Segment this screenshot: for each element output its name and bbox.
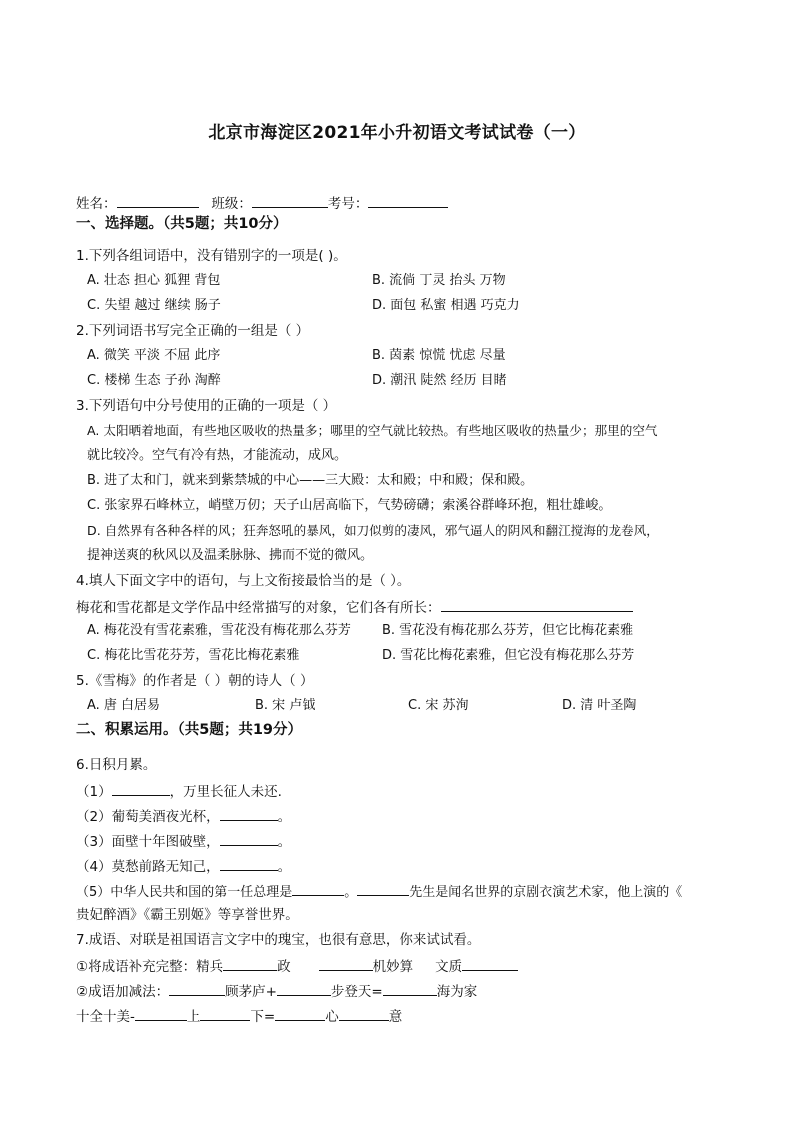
- answer-blank[interactable]: [292, 881, 344, 896]
- fill-item: [76, 856, 291, 876]
- exam-title: 北京市海淀区2021年小升初语文考试试卷（一）: [208, 123, 586, 143]
- answer-blank[interactable]: [441, 597, 633, 612]
- option-c: C. 失望 越过 继续 肠子: [87, 298, 221, 313]
- option-a: A. 微笑 平淡 不屈 此序: [87, 348, 221, 363]
- number-label: 考号：: [327, 196, 369, 212]
- item-text: 。: [344, 885, 358, 900]
- question-stem: 3.下列语句中分号使用的正确的一项是（ ）: [76, 398, 337, 414]
- option-d: D. 面包 私蜜 相遇 巧克力: [372, 298, 520, 313]
- item-text: （2）葡萄美酒夜光杯，: [76, 809, 220, 825]
- name-blank[interactable]: [117, 193, 199, 208]
- fill-item: [76, 781, 282, 801]
- answer-blank[interactable]: [319, 956, 373, 971]
- item-text: 先生是闻名世界的京剧衣演艺术家，他上演的《: [409, 885, 683, 900]
- answer-blank[interactable]: [169, 981, 225, 996]
- item-text: 政: [277, 959, 291, 975]
- item-text: 十全十美-: [76, 1009, 135, 1025]
- option-c: C. 梅花比雪花芬芳，雪花比梅花素雅: [87, 648, 300, 663]
- item-text: （1）: [76, 784, 112, 800]
- item-text: 机妙算: [372, 959, 414, 975]
- fill-item: [76, 831, 291, 851]
- passage-text: 梅花和雪花都是文学作品中经常描写的对象，它们各有所长：: [76, 600, 441, 616]
- answer-blank[interactable]: [462, 956, 518, 971]
- item-text: 。: [277, 859, 292, 875]
- option-a: A. 太阳晒着地面，有些地区吸收的热量多；哪里的空气就比较热。有些地区吸收的热量少；那里的空气: [87, 423, 658, 438]
- question-stem: 6.日积月累。: [76, 757, 157, 773]
- answer-blank[interactable]: [220, 806, 278, 821]
- fill-item: [76, 881, 682, 902]
- option-a: A. 梅花没有雪花素雅，雪花没有梅花那么芬芳: [87, 623, 351, 638]
- option-a-continued: 就比较冷。空气有冷有热，才能流动，成风。: [87, 448, 348, 463]
- option-c: C. 楼梯 生态 子孙 淘醉: [87, 373, 221, 388]
- answer-blank[interactable]: [223, 956, 277, 971]
- question-stem: 1.下列各组词语中，没有错别字的一项是( )。: [76, 248, 347, 264]
- option-b: B. 进了太和门，就来到紫禁城的中心——三大殿：太和殿；中和殿；保和殿。: [87, 473, 534, 488]
- item-text: （3）面壁十年图破壁，: [76, 834, 220, 850]
- item-text: 上: [186, 1009, 201, 1025]
- question-stem: 4.填人下面文字中的语句，与上文衔接最恰当的是（ ）。: [76, 573, 411, 589]
- section-heading: 二、积累运用。（共5题；共19分）: [76, 722, 303, 738]
- question-passage: [76, 597, 633, 617]
- question-stem: 2.下列词语书写完全正确的一组是（ ）: [76, 323, 310, 339]
- option-a: A. 壮态 担心 狐狸 背包: [87, 273, 221, 288]
- name-label: 姓名：: [76, 196, 117, 212]
- item-text: （5）中华人民共和国的第一任总理是: [76, 885, 293, 900]
- item-text: 。: [277, 809, 292, 825]
- answer-blank[interactable]: [357, 881, 409, 896]
- option-b: B. 流倘 丁灵 抬头 万物: [372, 273, 506, 288]
- item-text: 意: [388, 1009, 403, 1025]
- item-text: ②成语加减法：: [76, 984, 170, 1000]
- idiom-row: [76, 1006, 402, 1026]
- item-text: 下=: [250, 1009, 276, 1025]
- option-b: B. 茵素 惊慌 忧虑 尽量: [372, 348, 506, 363]
- item-text: ①将成语补充完整：精兵: [76, 959, 224, 975]
- class-label: 班级：: [211, 196, 252, 212]
- answer-blank[interactable]: [383, 981, 437, 996]
- item-text: （4）莫愁前路无知己，: [76, 859, 220, 875]
- answer-blank[interactable]: [200, 1006, 250, 1021]
- answer-blank[interactable]: [220, 856, 278, 871]
- fill-item: [76, 806, 291, 826]
- section-heading: 一、选择题。（共5题；共10分）: [76, 216, 288, 232]
- option-d: D. 雪花比梅花素雅，但它没有梅花那么芬芳: [382, 648, 635, 663]
- student-info-row: [76, 193, 448, 213]
- idiom-row: [76, 956, 518, 976]
- item-text: 文质: [435, 959, 463, 975]
- option-c: C. 张家界石峰林立，峭壁万仞；天子山居高临下，气势磅礴；索溪谷群峰环抱，粗壮雄峻。: [87, 498, 612, 513]
- answer-blank[interactable]: [112, 781, 170, 796]
- option-c: C. 宋 苏洵: [408, 698, 469, 713]
- item-text: ，万里长征人未还.: [169, 784, 282, 800]
- item-text: 顾茅庐+: [225, 984, 277, 1000]
- class-blank[interactable]: [252, 193, 328, 208]
- option-d: D. 清 叶圣陶: [562, 698, 637, 713]
- option-a: A. 唐 白居易: [87, 698, 161, 713]
- option-b: B. 宋 卢钺: [255, 698, 316, 713]
- option-d-continued: 提神送爽的秋风以及温柔脉脉、拂而不觉的微风。: [87, 548, 374, 563]
- option-d: D. 潮汛 陡然 经历 目睹: [372, 373, 507, 388]
- item-text: 心: [325, 1009, 339, 1025]
- option-d: D. 自然界有各种各样的风；狂奔怒吼的暴风，如刀似剪的凄风，邪气逼人的阴风和翻江搅海的龙卷风，: [87, 523, 659, 538]
- item-text: 海为家: [436, 984, 478, 1000]
- option-b: B. 雪花没有梅花那么芬芳，但它比梅花素雅: [382, 623, 634, 638]
- item-text: 。: [277, 834, 292, 850]
- answer-blank[interactable]: [220, 831, 278, 846]
- number-blank[interactable]: [368, 193, 448, 208]
- answer-blank[interactable]: [277, 981, 331, 996]
- idiom-row: [76, 981, 477, 1001]
- answer-blank[interactable]: [135, 1006, 187, 1021]
- fill-item-continued: 贵妃醉酒》《霸王别姬》等享誉世界。: [76, 907, 299, 923]
- question-stem: 5.《雪梅》的作者是（ ）朝的诗人（ ）: [76, 673, 314, 689]
- question-stem: 7.成语、对联是祖国语言文字中的瑰宝，也很有意思，你来试试看。: [76, 932, 481, 948]
- answer-blank[interactable]: [275, 1006, 325, 1021]
- answer-blank[interactable]: [339, 1006, 389, 1021]
- item-text: 步登天=: [330, 984, 383, 1000]
